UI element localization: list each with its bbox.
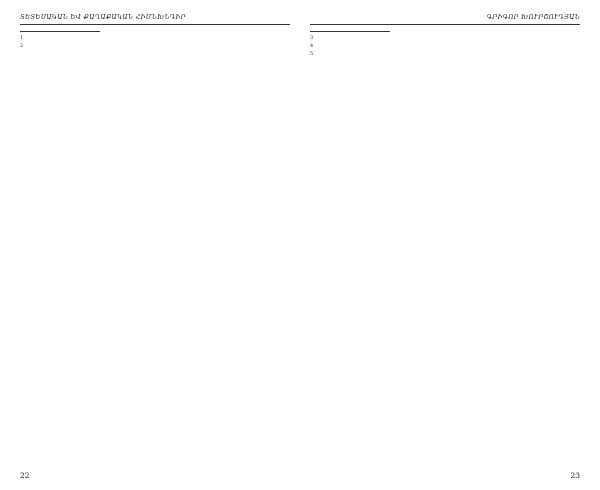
footnote-2 <box>20 43 290 50</box>
footnote-1 <box>20 35 290 42</box>
right-page <box>310 12 580 480</box>
footnote-3-number: 3 <box>310 35 314 41</box>
right-footnote-rule <box>310 31 390 32</box>
footnote-5-number: 5 <box>310 51 314 58</box>
left-footnotes <box>20 35 290 50</box>
footnote-1-number: 1 <box>20 35 24 41</box>
footnote-5-text <box>318 51 580 58</box>
footnote-5 <box>310 51 580 58</box>
footnote-2-number: 2 <box>20 43 24 50</box>
right-header-rule <box>310 24 580 25</box>
footnote-3-text <box>318 35 580 42</box>
right-running-head: ԳՐԻԳՈՐ ԽՈՒՐՇՈՒԴՅԱՆ <box>486 13 580 21</box>
footnote-4 <box>310 43 580 50</box>
left-footnote-rule <box>20 31 100 32</box>
right-footnotes <box>310 35 580 58</box>
left-running-head: ՏԵՏԵՍԱԿԱՆ ԵՎ ՔԱՂԱՔԱԿԱՆ ՀԻՄՆԽՆԴԻՐ <box>20 13 186 21</box>
left-page-number: 22 <box>20 471 30 480</box>
footnote-1-text <box>28 35 290 42</box>
footnote-4-text <box>318 43 580 50</box>
footnote-4-number: 4 <box>310 43 314 50</box>
right-page-number: 23 <box>570 471 580 480</box>
footnote-3 <box>310 35 580 42</box>
left-page <box>20 12 290 480</box>
left-header-rule <box>20 24 290 25</box>
footnote-2-text <box>28 43 290 50</box>
